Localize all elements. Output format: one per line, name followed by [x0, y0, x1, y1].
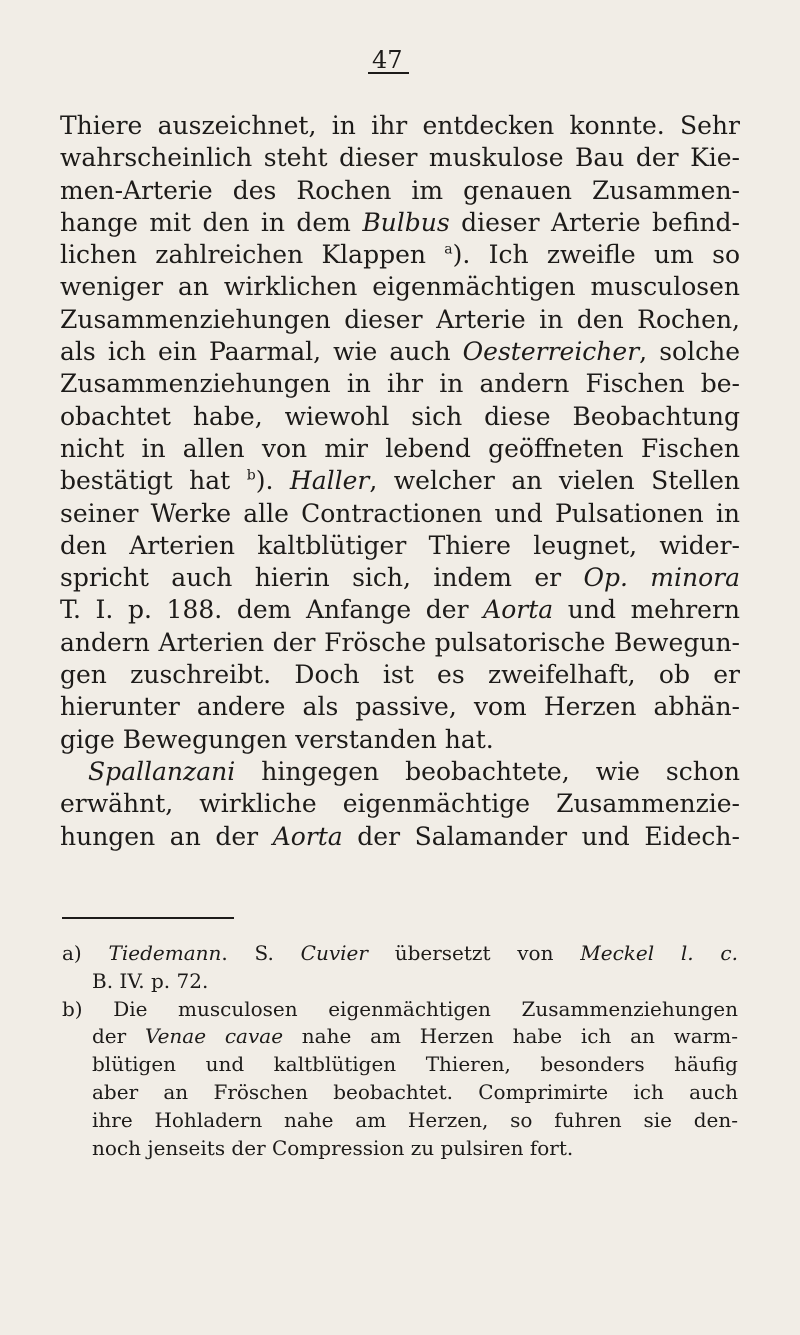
text-line: hungen an der Aorta der Salamander und Eidech- — [60, 821, 740, 851]
text-line: den Arterien kaltblütiger Thiere leugnet, wider- — [60, 530, 740, 560]
text-line: hange mit den in dem Bulbus dieser Arterie befind- — [60, 207, 740, 237]
page-number: 47 — [368, 48, 409, 74]
footnote-line: b) Die musculosen eigenmächtigen Zusammenziehungen — [62, 996, 738, 1021]
footnote-line: B. IV. p. 72. — [92, 968, 209, 993]
footnotes — [62, 940, 738, 1162]
footnote-line: der Venae cavae nahe am Herzen habe ich an warm- — [92, 1024, 739, 1049]
footnote-divider — [62, 917, 234, 919]
text-line: wahrscheinlich steht dieser muskulose Bau der Kie- — [60, 143, 740, 173]
footnote-line: a) Tiedemann. S. Cuvier übersetzt von Meckel l. c. — [62, 941, 738, 965]
italic-term: Bulbus — [362, 207, 450, 237]
italic-name: Spallanzani — [88, 756, 236, 786]
text-line: Zusammenziehungen dieser Arterie in den Rochen, — [60, 304, 740, 334]
text-line: hierunter andere als passive, vom Herzen abhän- — [60, 692, 740, 722]
italic-term: Aorta — [483, 595, 554, 625]
text-line: seiner Werke alle Contractionen und Pulsationen in — [60, 498, 740, 528]
text-line: Spallanzani hingegen beobachtete, wie schon — [88, 756, 740, 786]
footnote-line: noch jenseits der Compression zu pulsiren fort. — [92, 1135, 574, 1160]
text-line: spricht auch hierin sich, indem er Op. minora — [60, 563, 740, 593]
text-line: als ich ein Paarmal, wie auch Oesterreicher, solche — [60, 337, 740, 367]
text-line: Thiere auszeichnet, in ihr entdecken konnte. Sehr — [60, 111, 740, 140]
text-line: erwähnt, wirkliche eigenmächtige Zusammenzie- — [60, 789, 740, 819]
text-line: andern Arterien der Frösche pulsatorische Bewegun- — [60, 627, 740, 657]
footnote-label: a) — [62, 941, 82, 965]
italic-term: Op. minora — [583, 563, 740, 593]
footnote-ref-b: b — [246, 467, 256, 484]
footnote-line: blütigen und kaltblütigen Thieren, besonders häufig — [92, 1052, 738, 1077]
footnote-line: aber an Fröschen beobachtet. Comprimirte ich auch — [92, 1079, 738, 1104]
text-line: bestätigt hat $^b$). Haller, welcher an vielen Stellen — [60, 466, 740, 496]
main-text — [60, 110, 740, 853]
footnote-a — [62, 940, 738, 996]
footnote-b — [62, 996, 738, 1163]
text-line: weniger an wirklichen eigenmächtigen musculosen — [60, 272, 740, 302]
text-line: obachtet habe, wiewohl sich diese Beobachtung — [60, 401, 740, 431]
footnote-label: b) — [62, 996, 83, 1021]
italic-name: Haller — [289, 466, 370, 496]
text-line: gige Bewegungen verstanden hat. — [60, 724, 494, 754]
italic-name: Oesterreicher — [462, 337, 640, 367]
text-line: nicht in allen von mir lebend geöffneten Fischen — [60, 433, 740, 463]
text-line: T. I. p. 188. dem Anfange der Aorta und mehrern — [60, 595, 741, 625]
italic-term: Aorta — [272, 821, 343, 851]
footnote-ref-a: a — [444, 241, 453, 258]
text-line: men-Arterie des Rochen im genauen Zusammen- — [60, 175, 740, 205]
text-line: gen zuschreibt. Doch ist es zweifelhaft, ob er — [60, 660, 740, 690]
footnote-line: ihre Hohladern nahe am Herzen, so fuhren sie den- — [92, 1107, 738, 1132]
text-line: Zusammenziehungen in ihr in andern Fischen be- — [60, 369, 740, 399]
text-line: lichen zahlreichen Klappen $^a$). Ich zweifle um so — [60, 240, 740, 270]
